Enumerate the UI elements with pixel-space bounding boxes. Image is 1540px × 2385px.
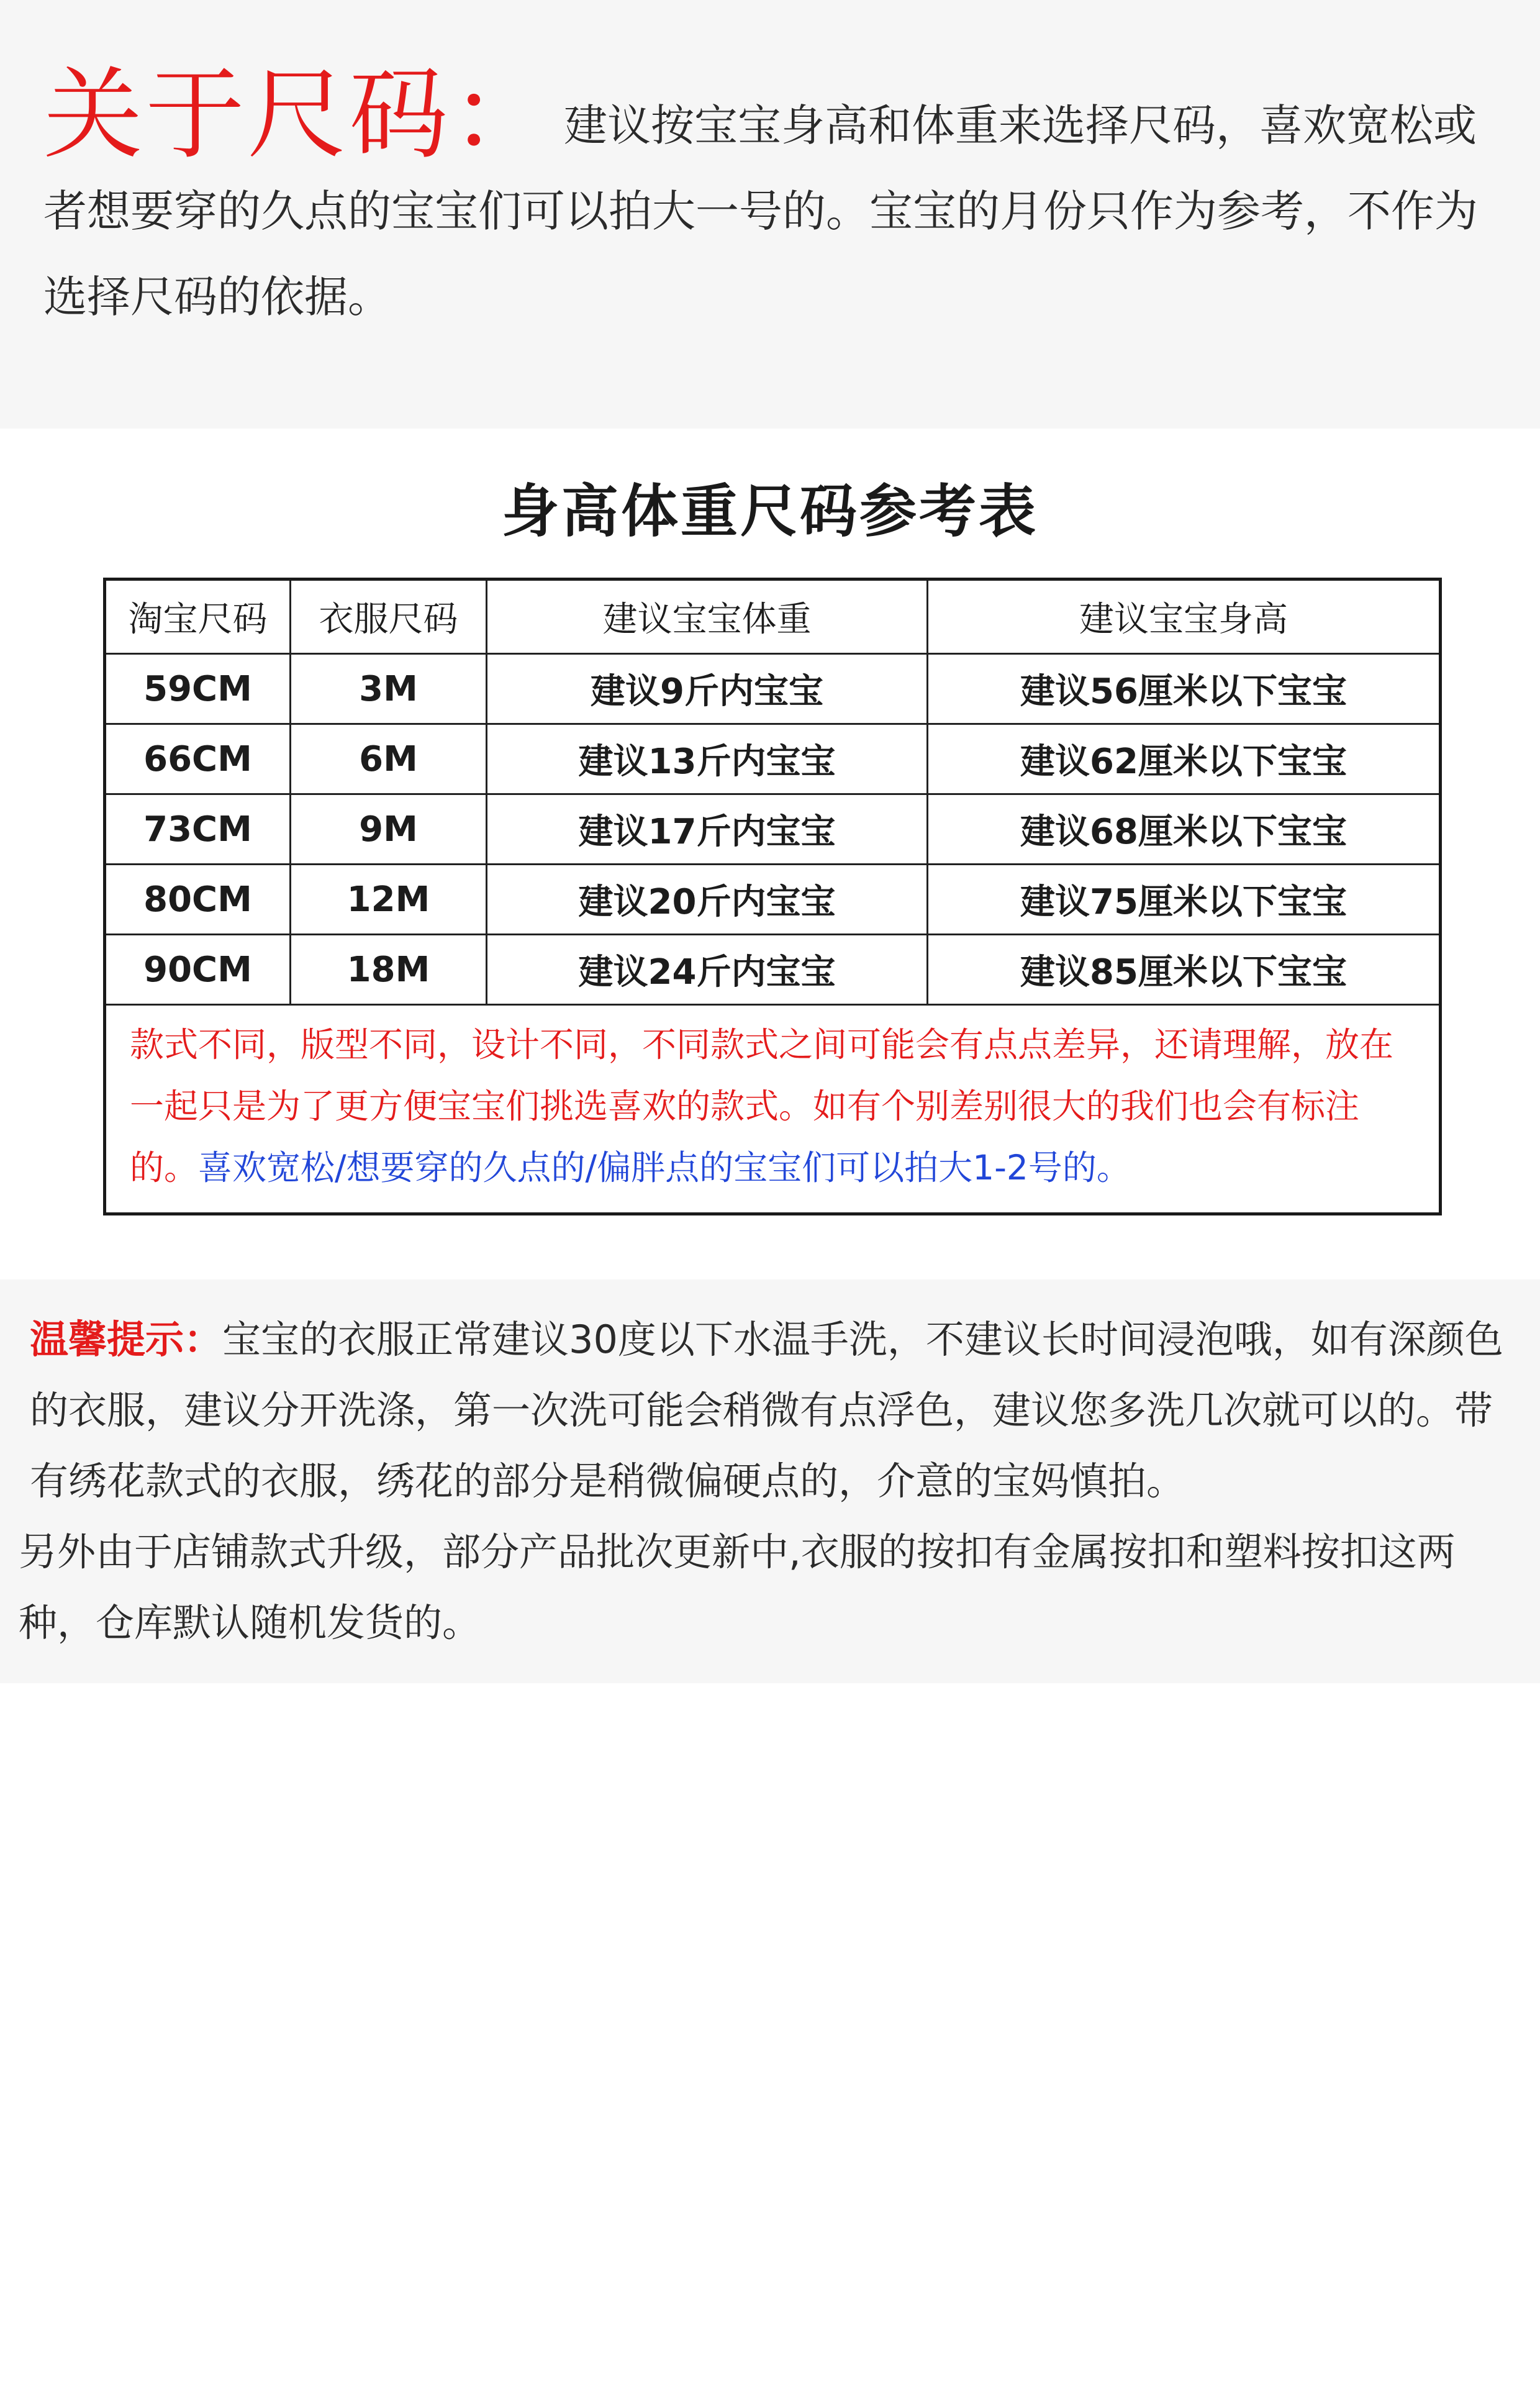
warm-tips-body-second: 另外由于店铺款式升级，部分产品批次更新中,衣服的按扣有金属按扣和塑料按扣这两种，仓库默认随机发货的。: [19, 1529, 1456, 1645]
warm-tips-section: [0, 1279, 1540, 1683]
about-size-title: 关于尺码：: [43, 57, 553, 173]
height-cell: 建议85厘米以下宝宝: [1020, 952, 1347, 993]
height-cell: 建议75厘米以下宝宝: [1020, 882, 1347, 922]
height-cell: 建议56厘米以下宝宝: [1020, 671, 1347, 712]
size-chart-section: [0, 429, 1540, 1298]
clothing-size-cell: 18M: [291, 935, 487, 1004]
table-row: [106, 935, 1439, 1006]
weight-cell: 建议20斤内宝宝: [487, 865, 928, 934]
header-suggested-weight: 建议宝宝体重: [487, 581, 928, 653]
clothing-size-cell: 12M: [291, 865, 487, 934]
size-table: [103, 578, 1442, 1215]
weight-cell: 建议17斤内宝宝: [487, 795, 928, 863]
about-size-section: [0, 0, 1540, 429]
table-row: [106, 655, 1439, 725]
table-note: [106, 1006, 1439, 1212]
header-taobao-size: 淘宝尺码: [106, 581, 291, 653]
weight-cell: 建议24斤内宝宝: [487, 935, 928, 1004]
table-row: [106, 795, 1439, 865]
clothing-size-cell: 3M: [291, 655, 487, 723]
header-clothing-size: 衣服尺码: [291, 581, 487, 653]
size-table-title: 身高体重尺码参考表: [501, 478, 1038, 545]
clothing-size-cell: 6M: [291, 725, 487, 793]
taobao-size-cell: 73CM: [106, 795, 291, 863]
table-note-blue-text: 喜欢宽松/想要穿的久点的/偏胖点的宝宝们可以拍大1-2号的。: [198, 1148, 1131, 1188]
warm-tips-body: 宝宝的衣服正常建议30度以下水温手洗，不建议长时间浸泡哦，如有深颜色的衣服，建议分开洗涤，第一次洗可能会稍微有点浮色，建议您多洗几次就可以的。带有绣花款式的衣服，绣花的部分是稍微偏硬点的，介意的宝妈慎拍。: [30, 1317, 1503, 1504]
table-row: [106, 725, 1439, 795]
table-row: [106, 865, 1439, 935]
height-cell: 建议62厘米以下宝宝: [1020, 742, 1347, 782]
height-cell: 建议68厘米以下宝宝: [1020, 812, 1347, 852]
about-size-body: 建议按宝宝身高和体重来选择尺码，喜欢宽松或者想要穿的久点的宝宝们可以拍大一号的。宝宝的月份只作为参考，不作为选择尺码的依据。: [43, 100, 1478, 322]
header-suggested-height: 建议宝宝身高: [1079, 599, 1288, 640]
taobao-size-cell: 66CM: [106, 725, 291, 793]
taobao-size-cell: 90CM: [106, 935, 291, 1004]
about-size-text-block: [43, 57, 1484, 340]
taobao-size-cell: 59CM: [106, 655, 291, 723]
weight-cell: 建议9斤内宝宝: [487, 655, 928, 723]
table-note-red-text: 款式不同，版型不同，设计不同，不同款式之间可能会有点点差异，还请理解，放在一起只是为了更方便宝宝们挑选喜欢的款式。如有个别差别很大的我们也会有标注的。: [130, 1025, 1394, 1188]
weight-cell: 建议13斤内宝宝: [487, 725, 928, 793]
warm-tips-label: 温馨提示：: [30, 1317, 223, 1362]
clothing-size-cell: 9M: [291, 795, 487, 863]
table-header-row: [106, 581, 1439, 655]
taobao-size-cell: 80CM: [106, 865, 291, 934]
warm-tips-text-block: [19, 1304, 1520, 1658]
